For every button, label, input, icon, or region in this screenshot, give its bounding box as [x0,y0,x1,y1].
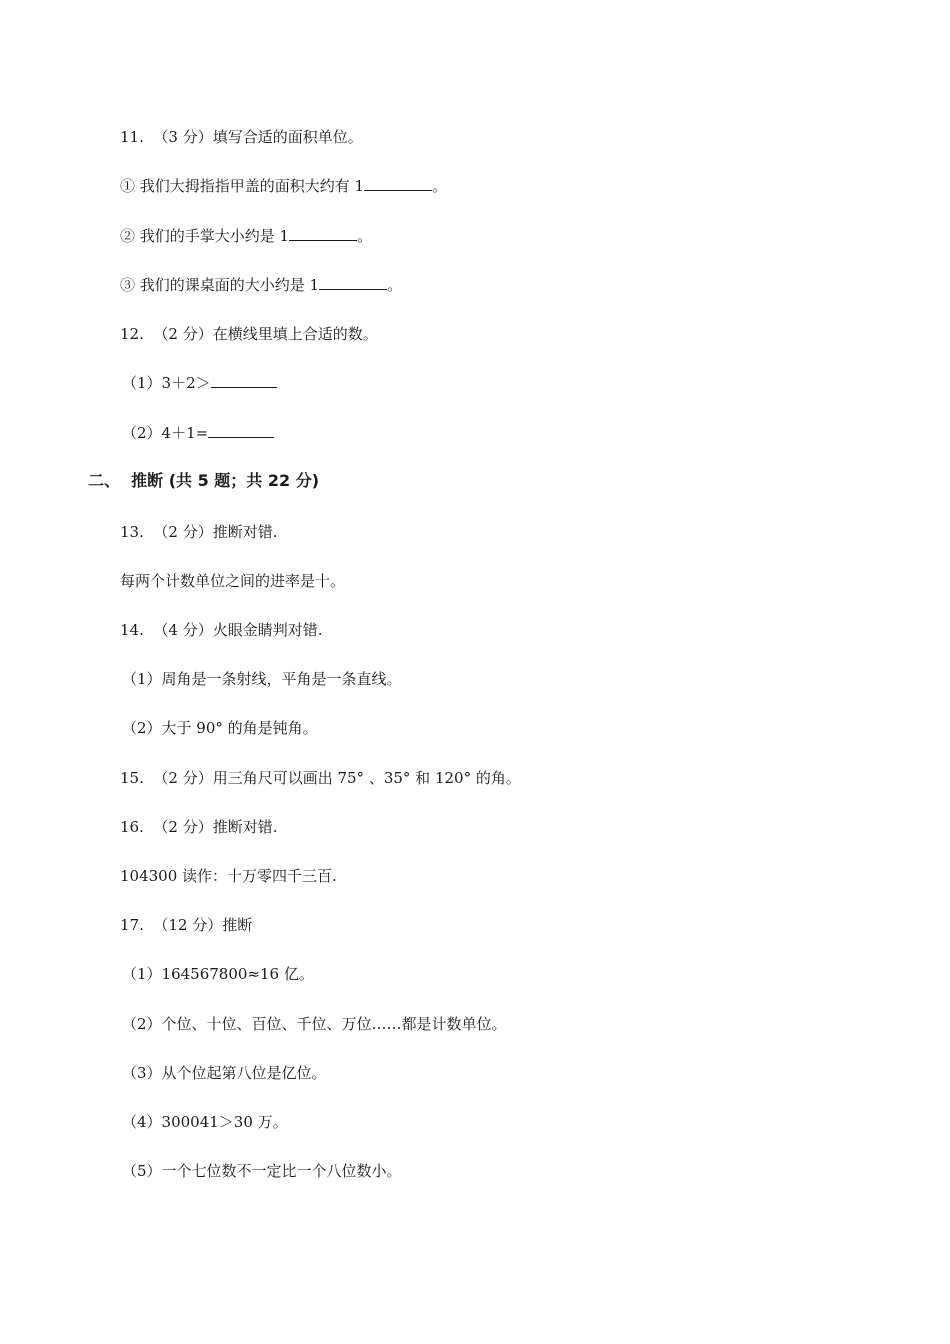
item-text: ① 我们大拇指指甲盖的面积大约有 1 [120,177,365,195]
section-heading: 二、 推断 (共 5 题；共 22 分) [88,471,320,490]
item-tail: 。 [432,177,448,195]
question-11-title: 11. （3 分）填写合适的面积单位。 [120,128,363,146]
question-17-title: 17. （12 分）推断 [120,916,253,934]
question-13-title: 13. （2 分）推断对错. [120,523,278,541]
item-tail: 。 [387,276,403,294]
answer-blank[interactable] [364,176,432,191]
answer-blank[interactable] [208,423,274,438]
question-13-body: 每两个计数单位之间的进率是十。 [120,572,346,590]
item-tail: 。 [357,227,373,245]
question-11-item-1 [120,176,447,196]
question-16-title: 16. （2 分）推断对错. [120,818,278,836]
item-text: ③ 我们的课桌面的大小约是 1 [120,276,320,294]
question-11-item-3 [120,275,402,295]
question-17-item-5: （5）一个七位数不一定比一个八位数小。 [122,1162,402,1180]
question-17-item-1: （1）164567800≈16 亿。 [122,965,314,983]
question-14-item-2: （2）大于 90° 的角是钝角。 [122,719,318,737]
question-17-item-2: （2）个位、十位、百位、千位、万位……都是计数单位。 [122,1015,507,1033]
question-17-item-3: （3）从个位起第八位是亿位。 [122,1064,327,1082]
question-14-title: 14. （4 分）火眼金睛判对错. [120,621,323,639]
item-text: （2）4＋1= [122,424,209,442]
question-17-item-4: （4）300041＞30 万。 [122,1113,288,1131]
item-text: （1）3＋2＞ [122,374,211,392]
question-11-item-2 [120,226,372,246]
question-12-title: 12. （2 分）在横线里填上合适的数。 [120,325,378,343]
question-12-item-1 [122,373,277,393]
question-16-body: 104300 读作：十万零四千三百. [120,867,337,885]
answer-blank[interactable] [289,226,357,241]
answer-blank[interactable] [211,373,277,388]
question-12-item-2 [122,423,274,443]
question-15-title: 15. （2 分）用三角尺可以画出 75° 、35° 和 120° 的角。 [120,769,521,787]
item-text: ② 我们的手掌大小约是 1 [120,227,290,245]
answer-blank[interactable] [319,275,387,290]
question-14-item-1: （1）周角是一条射线，平角是一条直线。 [122,670,402,688]
